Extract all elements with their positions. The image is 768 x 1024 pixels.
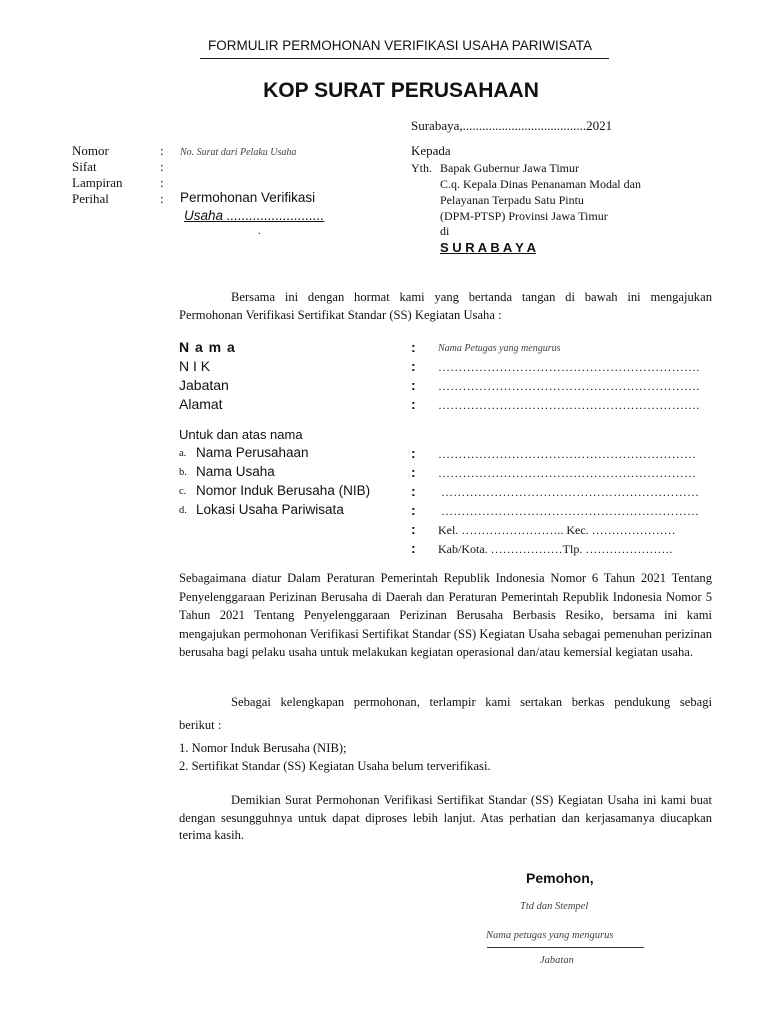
kabkota-telepon-value[interactable]: Kab/Kota. ………………Tlp. …………………. [438,542,673,556]
lampiran-label: Lampiran [72,175,123,190]
colon: : [411,377,416,393]
colon: : [411,396,416,412]
colon: : [160,143,164,158]
kepada-label: Kepada [411,143,451,158]
colon: : [411,540,416,556]
intro-line-2: Permohonan Verifikasi Sertifikat Standar (SS) Kegiatan Usaha : [179,308,502,322]
perihal-line-1: Permohonan Verifikasi [180,190,316,205]
nomor-value: No. Surat dari Pelaku Usaha [180,147,297,158]
nik-label: N I K [179,358,211,374]
colon: : [411,339,416,355]
place-date: Surabaya,......................................2021 [411,118,613,133]
recipient-di: di [440,224,450,238]
colon: : [411,464,416,480]
colon: : [160,175,164,190]
signature-underline [487,947,644,948]
company-heading: Untuk dan atas nama [179,427,303,442]
attachment-item-1: 1. Nomor Induk Berusaha (NIB); [179,741,347,755]
jabatan-value[interactable]: ………………………………………………………. [438,379,700,393]
colon: : [160,159,164,174]
colon: : [411,445,416,461]
sifat-label: Sifat [72,159,97,174]
closing-paragraph: Demikian Surat Permohonan Verifikasi Sertifikat Standar (SS) Kegiatan Usaha ini kami buat dengan sesungguhnya untuk dapat diproses lebih lanjut. Atas perhatian dan kerjasamanya diucapkan terima kasih. [179,793,712,842]
list-marker-a: a. [179,448,187,459]
nama-label: N a m a [179,339,236,355]
list-marker-b: b. [179,467,187,478]
list-marker-d: d. [179,505,187,516]
recipient-line-1: Bapak Gubernur Jawa Timur [440,161,579,175]
recipient-city: S U R A B A Y A [440,240,537,255]
form-title: FORMULIR PERMOHONAN VERIFIKASI USAHA PARIWISATA [207,38,593,53]
letterhead-title: KOP SURAT PERUSAHAAN [263,79,539,102]
nama-perusahaan-label: Nama Perusahaan [196,445,309,460]
nib-label: Nomor Induk Berusaha (NIB) [196,483,371,498]
jabatan-label: Jabatan [179,377,229,393]
colon: : [411,358,416,374]
alamat-label: Alamat [179,396,223,412]
yth-label: Yth. [411,161,432,175]
nib-value[interactable]: ……………………………………………………… [441,485,700,499]
body-paragraph-1: Sebagaimana diatur Dalam Peraturan Pemerintah Republik Indonesia Nomor 6 Tahun 2021 Tentang Penyelenggaraan Perizinan Berusaha di Daerah dan Peraturan Pemerintah Republik Indonesia Nomor 5 Tahun 2021 Tentang Penyelenggaraan Perizinan Berusaha Berbasis Resiko, bersama ini kami mengajukan permohonan Verifikasi Sertifikat Standar (SS) Kegiatan Usaha sebagai pemenuhan perizinan berusaha bagi pelaku usaha untuk melakukan kegiatan operasional dan/atau kemersial kegiatan usaha. [179,571,712,659]
perihal-line-2: Usaha .......................... [184,208,325,223]
nomor-label: Nomor [72,143,109,158]
lokasi-label: Lokasi Usaha Pariwisata [196,502,344,517]
list-marker-c: c. [179,486,187,497]
signer-name: Nama petugas yang mengurus [486,930,614,941]
colon: : [160,191,164,206]
nama-value: Nama Petugas yang mengurus [438,343,561,354]
kelurahan-kecamatan-value[interactable]: Kel. …………………….. Kec. ………………… [438,523,676,537]
alamat-value[interactable]: ………………………………………………………. [438,398,700,412]
ttd-stempel: Ttd dan Stempel [520,901,589,912]
nama-perusahaan-value[interactable]: ……………………………………………………… [438,447,697,461]
lokasi-value[interactable]: ……………………………………………………… [441,504,700,518]
pemohon-label: Pemohon, [526,870,594,886]
colon: : [411,483,416,499]
perihal-label: Perihal [72,191,109,206]
nama-usaha-value[interactable]: ……………………………………………………… [438,466,697,480]
attachment-item-2: 2. Sertifikat Standar (SS) Kegiatan Usaha belum terverifikasi. [179,759,491,773]
attachment-intro-line-2: berikut : [179,718,222,732]
recipient-line-4: (DPM-PTSP) Provinsi Jawa Timur [440,209,608,223]
colon: : [411,502,416,518]
attachment-intro-line-1: Sebagai kelengkapan permohonan, terlampir kami sertakan berkas pendukung sebagi [231,695,712,709]
stray-dot: . [258,226,261,237]
colon: : [411,521,416,537]
form-title-underline [200,58,609,59]
nik-value[interactable]: ………………………………………………………. [438,360,700,374]
recipient-line-2: C.q. Kepala Dinas Penanaman Modal dan [440,177,641,191]
nama-usaha-label: Nama Usaha [196,464,275,479]
intro-line-1: Bersama ini dengan hormat kami yang bertanda tangan di bawah ini mengajukan [231,290,712,304]
recipient-line-3: Pelayanan Terpadu Satu Pintu [440,193,584,207]
signer-title: Jabatan [540,955,574,966]
